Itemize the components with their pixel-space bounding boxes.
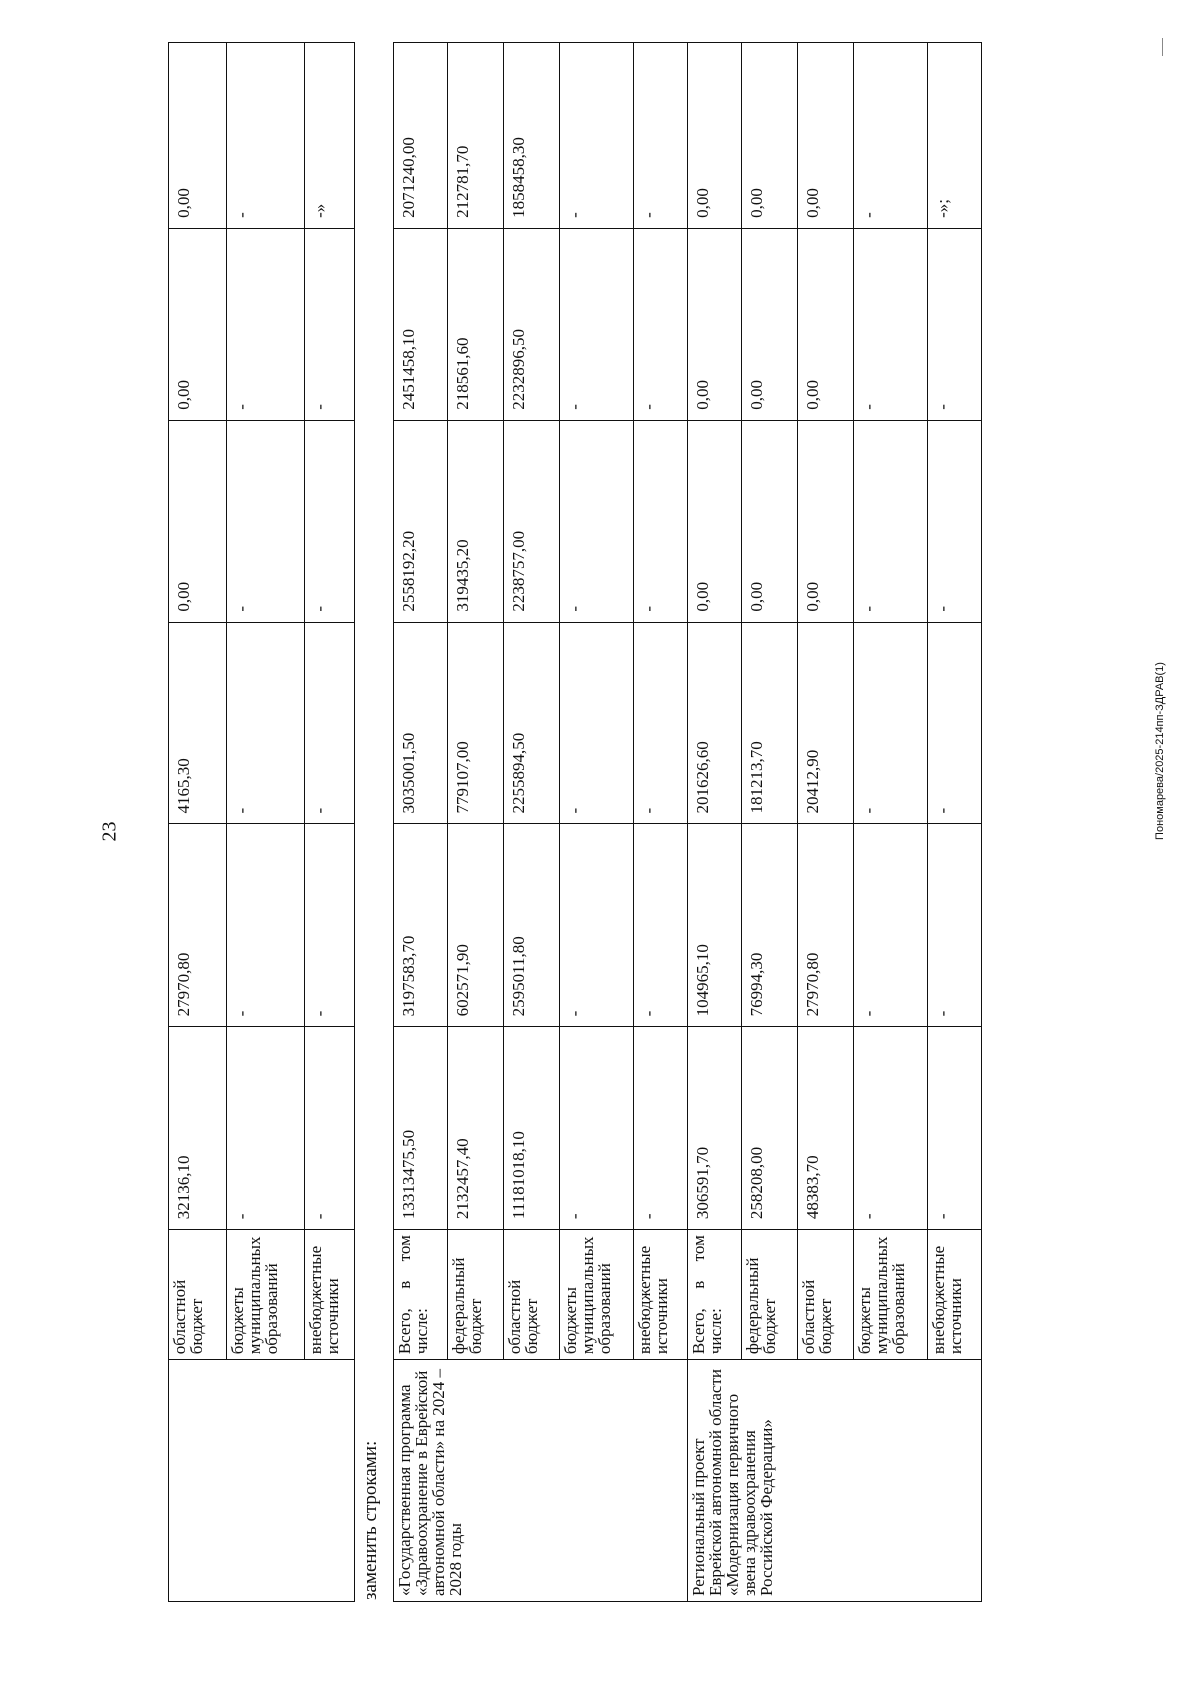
value-cell: - (634, 824, 688, 1027)
value-cell: - (854, 622, 928, 824)
value-cell: 779107,00 (448, 622, 504, 824)
value-cell: - (634, 43, 688, 229)
source-label: бюджеты муниципальных образований (854, 1230, 928, 1360)
value-cell: - (227, 420, 305, 622)
edge-mark (1162, 38, 1163, 56)
value-cell: - (854, 420, 928, 622)
source-label: областной бюджет (504, 1230, 560, 1360)
value-cell: 20412,90 (798, 622, 854, 824)
project-name: Региональный проект Еврейской автономной области «Модернизация первичного звена здравоохранения Российской Федерации» (688, 1360, 982, 1602)
value-cell: 201626,60 (688, 622, 742, 824)
source-label-total: Всего, в том числе: (394, 1230, 448, 1360)
value-cell: 0,00 (798, 420, 854, 622)
value-cell: 0,00 (798, 228, 854, 420)
value-cell: 2558192,20 (394, 420, 448, 622)
value-cell: 2232896,50 (504, 228, 560, 420)
continuation-table (168, 42, 355, 1602)
rotated-content (168, 42, 1128, 1602)
value-cell: 258208,00 (742, 1027, 798, 1230)
value-cell: - (928, 420, 982, 622)
table-row (688, 43, 742, 1602)
value-cell: 0,00 (169, 43, 227, 229)
table-row (169, 43, 227, 1602)
value-cell: 2132457,40 (448, 1027, 504, 1230)
value-cell: 0,00 (169, 228, 227, 420)
value-cell: - (634, 228, 688, 420)
value-cell: - (634, 420, 688, 622)
program-name: «Государственная программа «Здравоохранение в Еврейской автономной области» на 2024 – 2028 годы (394, 1360, 688, 1602)
value-cell: -»; (928, 43, 982, 229)
value-cell: - (305, 824, 355, 1027)
source-label: бюджеты муниципальных образований (227, 1230, 305, 1360)
value-cell: 0,00 (169, 420, 227, 622)
value-cell: - (305, 420, 355, 622)
value-cell: 0,00 (688, 420, 742, 622)
value-cell: 2255894,50 (504, 622, 560, 824)
value-cell: 0,00 (798, 43, 854, 229)
value-cell: - (560, 420, 634, 622)
value-cell: - (634, 622, 688, 824)
value-cell: - (560, 1027, 634, 1230)
value-cell: 3035001,50 (394, 622, 448, 824)
empty-name-cell (169, 1360, 355, 1602)
value-cell: - (928, 1027, 982, 1230)
source-label: внебюджетные источники (928, 1230, 982, 1360)
value-cell: - (560, 228, 634, 420)
value-cell: - (227, 228, 305, 420)
value-cell: 13313475,50 (394, 1027, 448, 1230)
value-cell: - (305, 1027, 355, 1230)
value-cell: - (227, 824, 305, 1027)
value-cell: 0,00 (688, 228, 742, 420)
value-cell: 11181018,10 (504, 1027, 560, 1230)
value-cell: - (634, 1027, 688, 1230)
source-label: внебюджетные источники (305, 1230, 355, 1360)
value-cell: 2451458,10 (394, 228, 448, 420)
value-cell: 2595011,80 (504, 824, 560, 1027)
value-cell: - (560, 622, 634, 824)
value-cell: 0,00 (742, 228, 798, 420)
value-cell: - (227, 1027, 305, 1230)
value-cell: 602571,90 (448, 824, 504, 1027)
table-row (394, 43, 448, 1602)
value-cell: - (560, 43, 634, 229)
value-cell: 3197583,70 (394, 824, 448, 1027)
source-label: внебюджетные источники (634, 1230, 688, 1360)
value-cell: 0,00 (742, 43, 798, 229)
value-cell: 1858458,30 (504, 43, 560, 229)
value-cell: - (854, 1027, 928, 1230)
value-cell: 181213,70 (742, 622, 798, 824)
value-cell: 0,00 (688, 43, 742, 229)
value-cell: 27970,80 (169, 824, 227, 1027)
value-cell: 76994,30 (742, 824, 798, 1027)
value-cell: - (854, 228, 928, 420)
value-cell: - (854, 824, 928, 1027)
page-number: 23 (98, 821, 121, 842)
replacement-table (393, 42, 982, 1602)
value-cell: 212781,70 (448, 43, 504, 229)
value-cell: - (854, 43, 928, 229)
value-cell: - (227, 43, 305, 229)
value-cell: 27970,80 (798, 824, 854, 1027)
value-cell: - (560, 824, 634, 1027)
value-cell: - (928, 824, 982, 1027)
value-cell: -» (305, 43, 355, 229)
document-code: Пономарева/2025-214пп-ЗДРАВ(1) (1154, 662, 1166, 840)
value-cell: 0,00 (742, 420, 798, 622)
value-cell: 218561,60 (448, 228, 504, 420)
source-label: федеральный бюджет (742, 1230, 798, 1360)
value-cell: - (305, 228, 355, 420)
value-cell: 4165,30 (169, 622, 227, 824)
value-cell: - (227, 622, 305, 824)
source-label: федеральный бюджет (448, 1230, 504, 1360)
replace-title: заменить строками: (360, 1440, 381, 1600)
source-label: областной бюджет (169, 1230, 227, 1360)
value-cell: 32136,10 (169, 1027, 227, 1230)
value-cell: 104965,10 (688, 824, 742, 1027)
value-cell: - (305, 622, 355, 824)
value-cell: 2071240,00 (394, 43, 448, 229)
source-label: бюджеты муниципальных образований (560, 1230, 634, 1360)
value-cell: 319435,20 (448, 420, 504, 622)
value-cell: - (928, 622, 982, 824)
source-label: областной бюджет (798, 1230, 854, 1360)
value-cell: 2238757,00 (504, 420, 560, 622)
source-label-total: Всего, в том числе: (688, 1230, 742, 1360)
value-cell: - (928, 228, 982, 420)
value-cell: 48383,70 (798, 1027, 854, 1230)
value-cell: 306591,70 (688, 1027, 742, 1230)
